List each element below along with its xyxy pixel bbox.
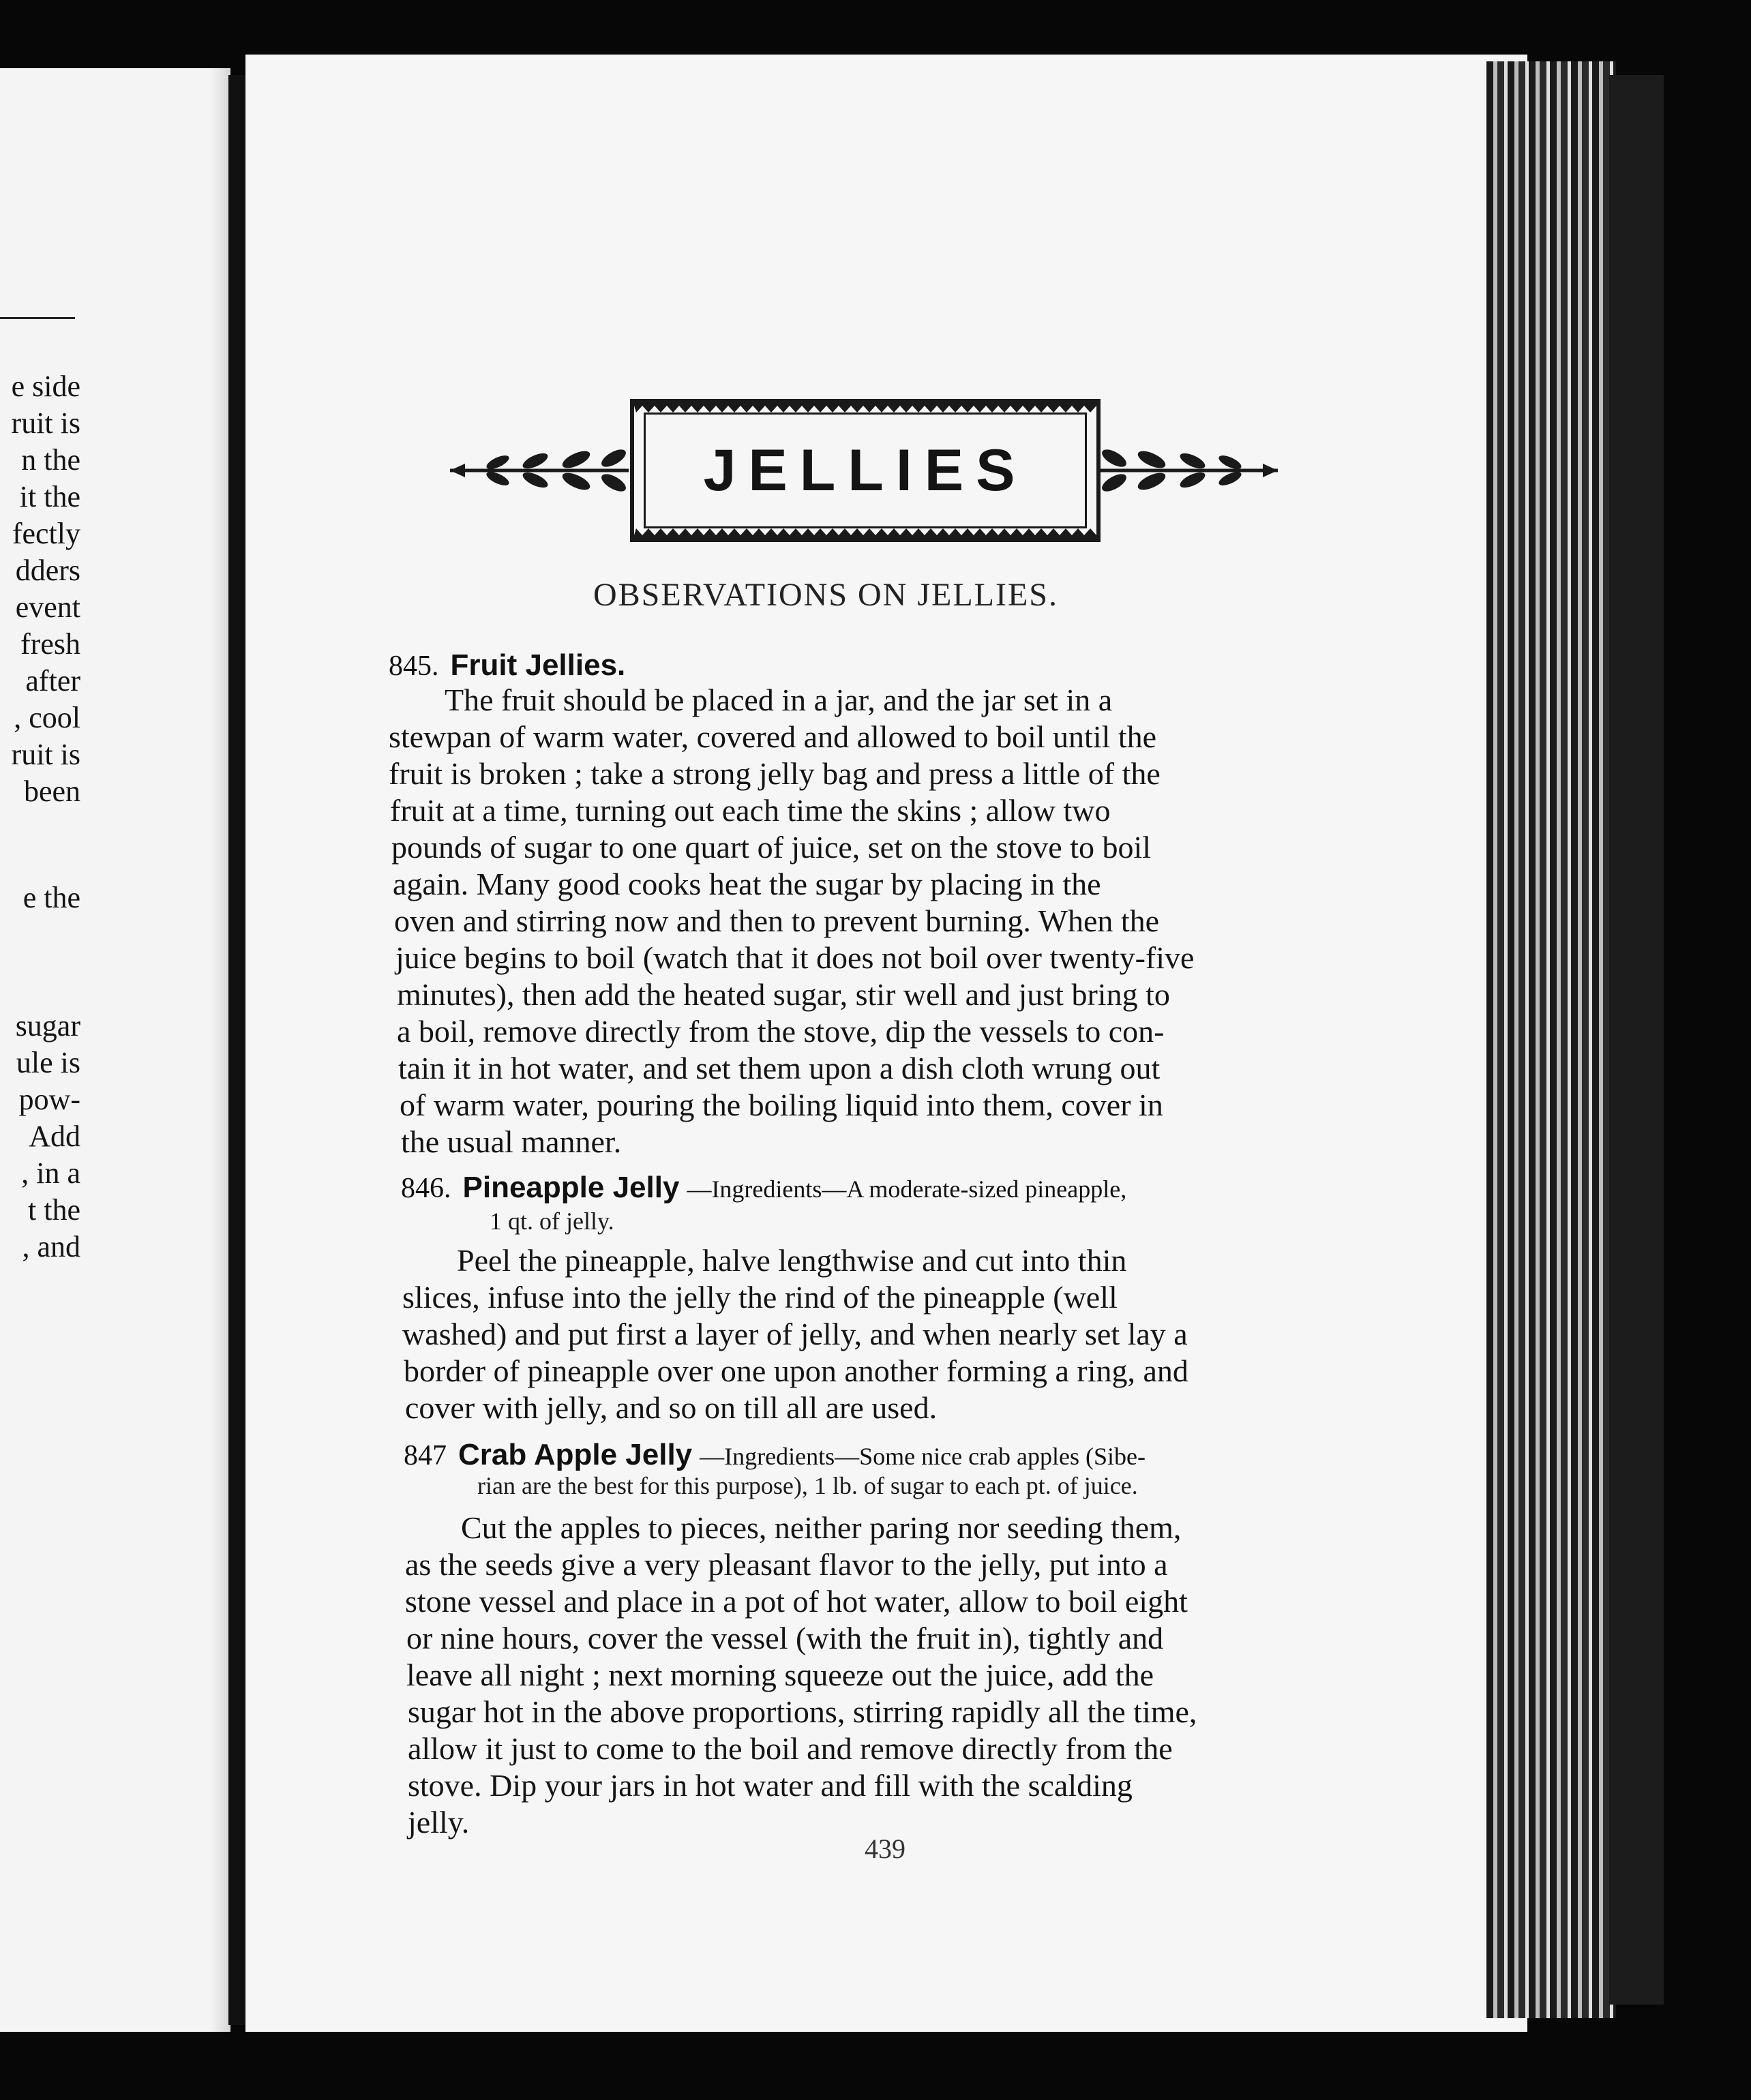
left-page-line: t the — [28, 1193, 80, 1227]
left-page-line: fectly — [12, 517, 80, 550]
paragraph-line: fruit is broken ; take a strong jelly bag and press a little of the — [389, 756, 1161, 791]
recipe-name: Fruit Jellies. — [450, 648, 626, 682]
paragraph-line: of warm water, pouring the boiling liquid into them, cover in — [400, 1088, 1163, 1122]
paragraph-line: pounds of sugar to one quart of juice, set on the stove to boil — [391, 830, 1152, 865]
paragraph-line: the usual manner. — [401, 1124, 622, 1159]
title-banner — [630, 399, 1101, 542]
recipe-heading — [401, 1170, 1126, 1205]
recipe-heading — [389, 648, 625, 682]
paragraph-line: leave all night ; next morning squeeze out the juice, add the — [406, 1657, 1154, 1692]
recipe-heading — [404, 1437, 1146, 1472]
left-page-line: e the — [23, 881, 80, 914]
section-subtitle: OBSERVATIONS ON JELLIES. — [593, 577, 1058, 613]
gutter-shadow — [210, 68, 230, 2032]
left-page-line: been — [23, 775, 80, 808]
left-page-line: it the — [19, 480, 80, 513]
paragraph-line: tain it in hot water, and set them upon a dish cloth wrung out — [398, 1051, 1161, 1085]
paragraph-line: again. Many good cooks heat the sugar by placing in the — [393, 867, 1101, 901]
recipe-number: 846. — [401, 1173, 451, 1204]
left-page-line: dders — [15, 554, 80, 587]
recipe-ingredients-continued: 1 qt. of jelly. — [490, 1208, 614, 1235]
left-page-line: , and — [22, 1230, 80, 1263]
left-page-line: ruit is — [11, 738, 80, 771]
left-page — [0, 68, 230, 2032]
paragraph-line: minutes), then add the heated sugar, stir well and just bring to — [397, 977, 1170, 1012]
left-page-line: fresh — [20, 627, 80, 661]
left-page-line: n the — [21, 443, 80, 477]
zigzag-border-icon — [634, 403, 1096, 412]
paragraph-line: border of pineapple over one upon another forming a ring, and — [404, 1353, 1188, 1388]
paragraph-line: Cut the apples to pieces, neither paring nor seeding them, — [461, 1510, 1182, 1545]
recipe-name: Crab Apple Jelly — [458, 1438, 693, 1471]
paragraph-line: oven and stirring now and then to prevent burning. When the — [394, 903, 1160, 938]
left-page-line: e side — [11, 370, 80, 403]
paragraph-line: slices, infuse into the jelly the rind of the pineapple (well — [402, 1280, 1118, 1315]
left-page-line: event — [15, 590, 80, 624]
paragraph-line: Peel the pineapple, halve lengthwise and cut into thin — [457, 1243, 1127, 1278]
paragraph-line: jelly. — [408, 1805, 470, 1840]
left-page-line: ruit is — [11, 406, 80, 440]
left-page-line: Add — [29, 1120, 80, 1153]
left-page-line: ule is — [16, 1046, 80, 1079]
paragraph-line: fruit at a time, turning out each time the skins ; allow two — [390, 793, 1111, 828]
paragraph-line: as the seeds give a very pleasant flavor to the jelly, put into a — [405, 1547, 1168, 1582]
recipe-ingredients-continued: rian are the best for this purpose), 1 lb. of sugar to each pt. of juice. — [477, 1472, 1138, 1499]
page-edges — [1486, 61, 1616, 2018]
section-rule — [0, 317, 75, 319]
recipe-ingredients: —Ingredients—Some nice crab apples (Sibe- — [700, 1443, 1146, 1470]
paragraph-line: allow it just to come to the boil and remove directly from the — [408, 1731, 1173, 1766]
paragraph-line: or nine hours, cover the vessel (with the fruit in), tightly and — [406, 1621, 1164, 1655]
left-page-line: , cool — [14, 701, 80, 734]
recipe-number: 847 — [404, 1440, 447, 1471]
left-sprig-ornament-icon — [450, 443, 629, 498]
left-page-line: pow- — [18, 1083, 80, 1116]
left-page-line: , in a — [21, 1156, 80, 1190]
recipe-number: 845. — [389, 650, 439, 682]
paragraph-line: stone vessel and place in a pot of hot water, allow to boil eight — [405, 1584, 1188, 1619]
paragraph-line: cover with jelly, and so on till all are used. — [405, 1390, 938, 1425]
zigzag-border-icon — [634, 528, 1096, 538]
page-title: JELLIES — [703, 437, 1028, 503]
recipe-ingredients: —Ingredients—A moderate-sized pineapple, — [687, 1175, 1127, 1203]
paragraph-line: stewpan of warm water, covered and allowed to boil until the — [389, 719, 1157, 754]
left-page-line: after — [25, 664, 80, 698]
recipe-name: Pineapple Jelly — [462, 1171, 680, 1204]
right-sprig-ornament-icon — [1099, 443, 1278, 498]
paragraph-line: washed) and put first a layer of jelly, and when nearly set lay a — [402, 1317, 1188, 1351]
paragraph-line: juice begins to boil (watch that it does not boil over twenty-five — [395, 940, 1195, 975]
paragraph-line: The fruit should be placed in a jar, and the jar set in a — [445, 682, 1113, 717]
paragraph-line: sugar hot in the above proportions, stirring rapidly all the time, — [408, 1694, 1197, 1729]
left-page-line: sugar — [15, 1009, 80, 1042]
page-number: 439 — [865, 1833, 906, 1864]
paragraph-line: a boil, remove directly from the stove, dip the vessels to con- — [397, 1014, 1165, 1049]
book-spine — [228, 75, 245, 2025]
paragraph-line: stove. Dip your jars in hot water and fill with the scalding — [408, 1768, 1133, 1803]
book-cover-edge — [1609, 75, 1664, 2005]
